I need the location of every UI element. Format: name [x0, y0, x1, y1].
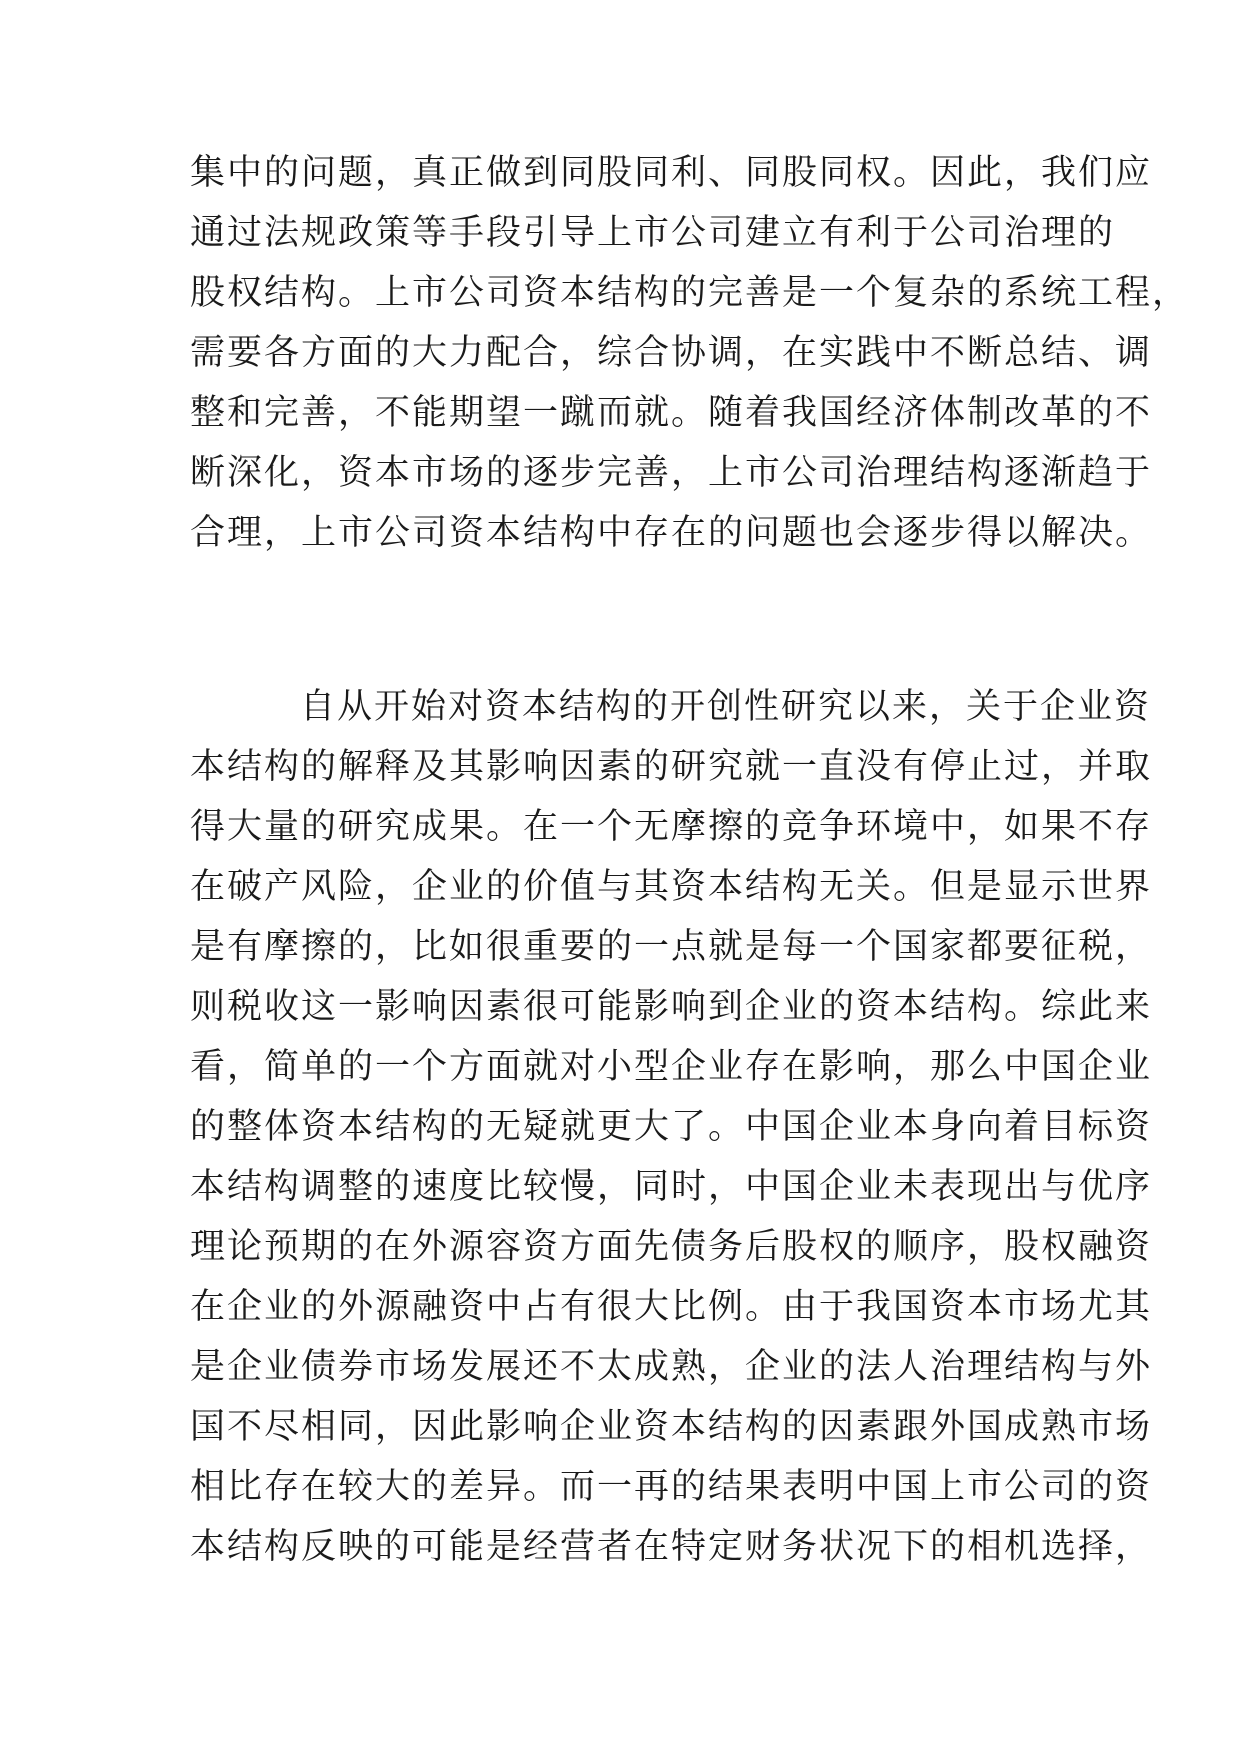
text-line: 在企业的外源融资中占有很大比例。由于我国资本市场尤其 — [190, 1287, 1153, 1327]
text-line: 在破产风险，企业的价值与其资本结构无关。但是显示世界 — [190, 867, 1153, 907]
text-line: 看，简单的一个方面就对小型企业存在影响，那么中国企业 — [190, 1047, 1153, 1087]
text-line: 本结构的解释及其影响因素的研究就一直没有停止过，并取 — [190, 747, 1153, 787]
text-line: 整和完善，不能期望一蹴而就。随着我国经济体制改革的不 — [190, 393, 1153, 433]
text-line: 合理，上市公司资本结构中存在的问题也会逐步得以解决。 — [190, 513, 1153, 553]
text-line: 得大量的研究成果。在一个无摩擦的竞争环境中，如果不存 — [190, 807, 1153, 847]
text-line: 集中的问题，真正做到同股同利、同股同权。因此，我们应 — [190, 153, 1153, 193]
text-line: 本结构反映的可能是经营者在特定财务状况下的相机选择， — [190, 1527, 1153, 1567]
text-line: 相比存在较大的差异。而一再的结果表明中国上市公司的资 — [190, 1467, 1153, 1507]
text-line: 的整体资本结构的无疑就更大了。中国企业本身向着目标资 — [190, 1107, 1153, 1147]
text-line: 是有摩擦的，比如很重要的一点就是每一个国家都要征税， — [190, 927, 1153, 967]
text-line: 通过法规政策等手段引导上市公司建立有利于公司治理的 — [190, 213, 1116, 253]
text-line: 本结构调整的速度比较慢，同时，中国企业未表现出与优序 — [190, 1167, 1153, 1207]
text-line: 需要各方面的大力配合，综合协调，在实践中不断总结、调 — [190, 333, 1153, 373]
text-line: 国不尽相同，因此影响企业资本结构的因素跟外国成熟市场 — [190, 1407, 1153, 1447]
text-line: 则税收这一影响因素很可能影响到企业的资本结构。综此来 — [190, 987, 1153, 1027]
text-line: 股权结构。上市公司资本结构的完善是一个复杂的系统工程， — [190, 273, 1190, 313]
text-line: 自从开始对资本结构的开创性研究以来，关于企业资 — [300, 687, 1152, 727]
text-line: 断深化，资本市场的逐步完善，上市公司治理结构逐渐趋于 — [190, 453, 1153, 493]
text-line: 是企业债券市场发展还不太成熟，企业的法人治理结构与外 — [190, 1347, 1153, 1387]
text-line: 理论预期的在外源容资方面先债务后股权的顺序，股权融资 — [190, 1227, 1153, 1267]
